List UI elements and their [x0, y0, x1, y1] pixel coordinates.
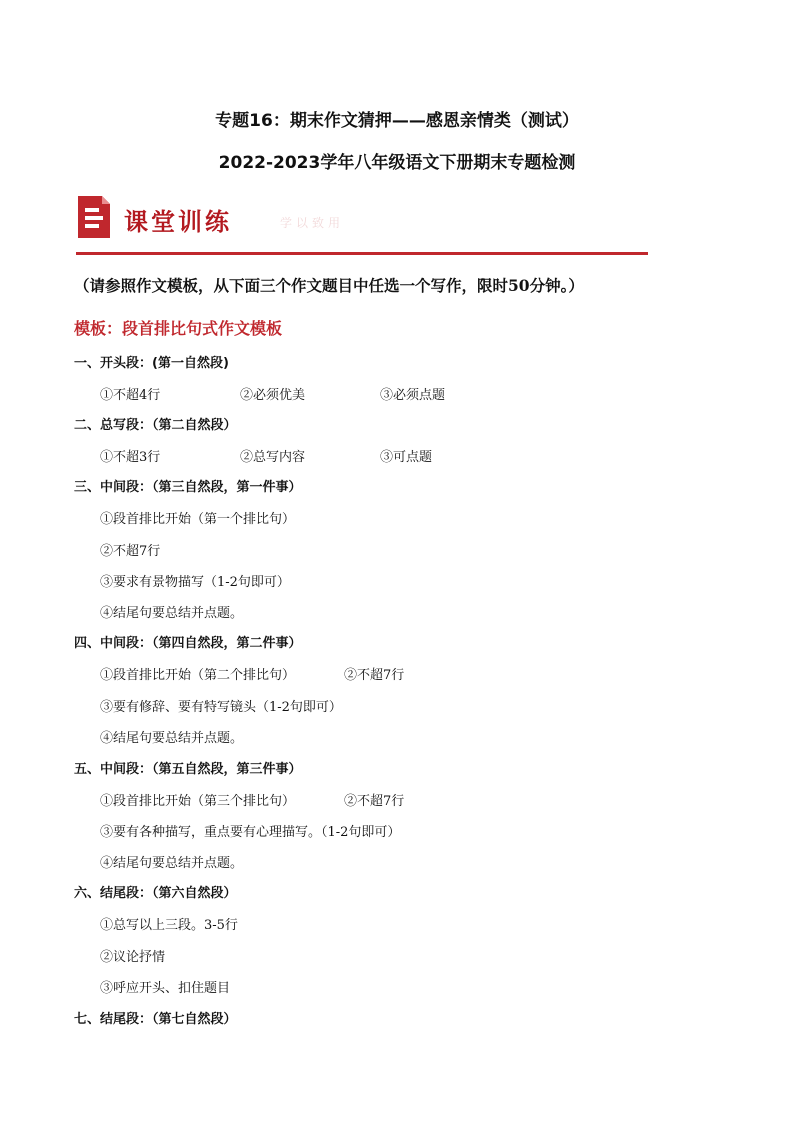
section-heading: 三、中间段：（第三自然段，第一件事）	[74, 480, 302, 495]
list-item: ②不超7行	[100, 544, 161, 559]
list-item: ①段首排比开始（第三个排比句）	[100, 794, 296, 809]
document-icon	[76, 194, 112, 240]
document-subtitle: 2022-2023学年八年级语文下册期末专题检测	[218, 153, 576, 173]
section-heading: 六、结尾段：（第六自然段）	[74, 886, 237, 901]
list-item: ①不超3行	[100, 450, 161, 465]
banner-divider	[76, 252, 648, 255]
section-heading: 四、中间段：（第四自然段，第二件事）	[74, 636, 302, 651]
banner-label: 课堂训练	[124, 207, 232, 236]
list-item: ①段首排比开始（第一个排比句）	[100, 512, 296, 527]
list-item: ③要求有景物描写（1-2句即可）	[100, 575, 290, 590]
section-heading: 一、开头段：(第一自然段)	[74, 356, 229, 371]
list-item: ③要有修辞、要有特写镜头（1-2句即可）	[100, 700, 342, 715]
document-title: 专题16：期末作文猜押——感恩亲情类（测试）	[215, 111, 579, 131]
list-item: ②总写内容	[240, 450, 306, 465]
banner-watermark: 学以致用	[280, 216, 345, 230]
list-item: ④结尾句要总结并点题。	[100, 856, 244, 871]
section-heading: 二、总写段：（第二自然段）	[74, 418, 237, 433]
list-item: ③呼应开头、扣住题目	[100, 981, 231, 996]
list-item: ④结尾句要总结并点题。	[100, 731, 244, 746]
list-item: ②议论抒情	[100, 950, 166, 965]
list-item: ④结尾句要总结并点题。	[100, 606, 244, 621]
list-item: ①不超4行	[100, 388, 161, 403]
instruction-text: （请参照作文模板，从下面三个作文题目中任选一个写作，限时50分钟。）	[74, 276, 584, 295]
template-title: 模板：段首排比句式作文模板	[74, 319, 283, 338]
list-item: ②不超7行	[344, 794, 405, 809]
list-item: ③必须点题	[380, 388, 446, 403]
list-item: ①段首排比开始（第二个排比句）	[100, 668, 296, 683]
list-item: ①总写以上三段。3-5行	[100, 918, 238, 933]
section-banner	[76, 194, 376, 244]
list-item: ②不超7行	[344, 668, 405, 683]
list-item: ②必须优美	[240, 388, 306, 403]
list-item: ③可点题	[380, 450, 433, 465]
list-item: ③要有各种描写，重点要有心理描写。（1-2句即可）	[100, 825, 401, 840]
section-heading: 五、中间段：（第五自然段，第三件事）	[74, 762, 302, 777]
section-heading: 七、结尾段：（第七自然段）	[74, 1012, 237, 1027]
